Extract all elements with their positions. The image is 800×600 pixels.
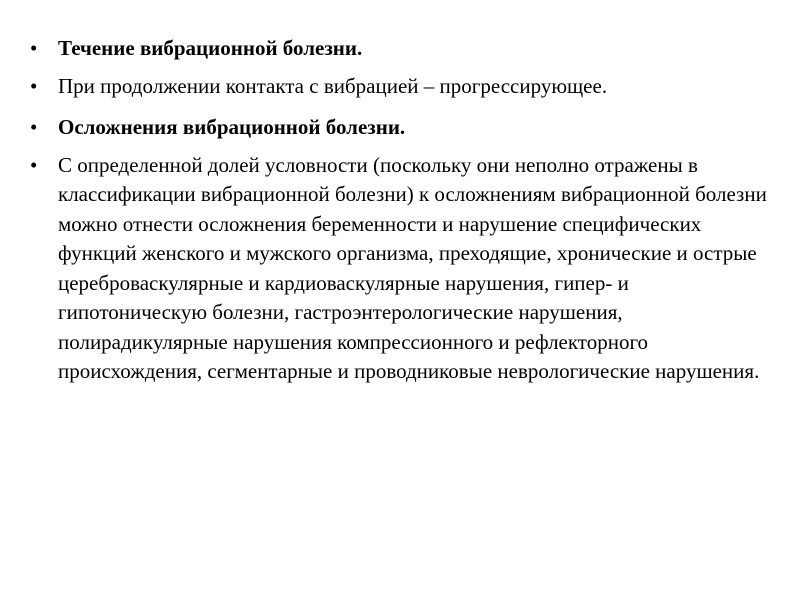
bullet-list [30,34,780,395]
bullet-dot-icon: • [30,152,38,177]
bullet-text: Осложнения вибрационной болезни. [58,115,406,139]
bullet-text: С определенной долей условности (поскольку они неполно отражены в классификации вибрационной болезни) к осложнениям вибрационной болезни можно отнести осложнения беременности и нарушение специфических функций женского и мужского организма, преходящие, хронические и острые цереброваскулярные и кардиоваскулярные нарушения, гипер- и гипотоническую болезни, гастроэнтерологические нарушения, полирадикулярные нарушения компрессионного и рефлекторного происхождения, сегментарные и проводниковые неврологические нарушения. [58,152,767,383]
bullet-item-complications-heading [30,113,780,143]
bullet-item-course-text [30,72,780,102]
bullet-item-complications-text [30,151,780,387]
bullet-dot-icon: • [30,73,38,98]
bullet-item-course-heading [30,34,780,64]
bullet-dot-icon: • [30,115,38,139]
bullet-dot-icon: • [30,36,38,60]
bullet-text: Течение вибрационной болезни. [58,36,363,60]
bullet-text: При продолжении контакта с вибрацией – прогрессирующее. [58,73,608,98]
